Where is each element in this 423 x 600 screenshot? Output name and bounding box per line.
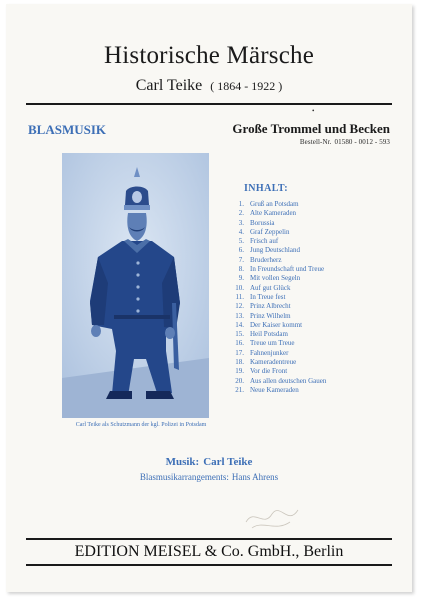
contents-item-title: Aus allen deutschen Gauen — [250, 376, 327, 385]
contents-item-title: Kameradentreue — [250, 358, 297, 367]
composer-dates: ( 1864 - 1922 ) — [210, 79, 283, 93]
contents-item-number: 18. — [235, 358, 244, 367]
bottom-divider-lower — [26, 564, 392, 566]
portrait-illustration — [62, 153, 209, 418]
contents-item — [226, 228, 326, 237]
contents-item-number: 12. — [235, 302, 244, 311]
music-label: Musik: — [165, 456, 200, 468]
composer-line — [6, 77, 412, 95]
contents-item — [226, 256, 326, 265]
contents-heading: INHALT: — [244, 183, 288, 194]
instrumentation-title: Große Trommel und Becken — [232, 121, 390, 136]
contents-item — [226, 274, 326, 283]
contents-item-title: Treue um Treue — [250, 339, 295, 348]
contents-item-number: 14. — [235, 320, 244, 329]
contents-item-title: In Treue fest — [250, 292, 286, 301]
contents-item-number: 7. — [238, 255, 244, 264]
contents-item — [226, 284, 326, 293]
portrait-photo — [62, 153, 209, 418]
contents-item — [226, 339, 326, 348]
contents-item — [226, 302, 326, 311]
contents-item-title: Prinz Wilhelm — [250, 311, 291, 320]
photo-caption: Carl Teike als Schutzmann der kgl. Polizei in Potsdam — [75, 422, 207, 428]
contents-item-title: Bruderherz — [250, 255, 282, 264]
genre-label: BLASMUSIK — [28, 122, 107, 137]
contents-item-title: Fahnenjunker — [250, 348, 289, 357]
contents-item-number: 9. — [238, 274, 244, 283]
contents-item-number: 17. — [235, 348, 244, 357]
contents-item-title: Mit vollen Segeln — [250, 274, 301, 283]
contents-item — [226, 321, 326, 330]
speck-mark: • — [312, 107, 315, 115]
contents-item-number: 4. — [238, 227, 244, 236]
contents-item-title: Graf Zeppelin — [250, 227, 290, 236]
bottom-divider-upper — [26, 538, 392, 540]
contents-item — [226, 330, 326, 339]
contents-item-number: 6. — [238, 246, 244, 255]
contents-item-number: 3. — [238, 218, 244, 227]
contents-item — [226, 349, 326, 358]
contents-item — [226, 358, 326, 367]
contents-item — [226, 219, 326, 228]
order-number-value: 01580 - 0012 - 593 — [334, 138, 390, 146]
arrangement-label: Blasmusikarrangements: — [139, 472, 229, 482]
contents-item-title: Borussia — [250, 218, 275, 227]
contents-item-number: 15. — [235, 330, 244, 339]
contents-item-number: 19. — [235, 367, 244, 376]
contents-item — [226, 367, 326, 376]
contents-item-title: Frisch auf — [250, 237, 279, 246]
sheet-music-cover — [6, 4, 412, 592]
arrangement-credit — [6, 472, 412, 482]
contents-item — [226, 200, 326, 209]
contents-item-number: 21. — [235, 385, 244, 394]
order-number-label: Bestell-Nr. — [299, 138, 332, 146]
contents-item-title: Neue Kameraden — [250, 385, 299, 394]
top-divider — [26, 103, 392, 105]
contents-item-title: Der Kaiser kommt — [250, 320, 303, 329]
music-credit — [6, 456, 412, 468]
contents-item — [226, 312, 326, 321]
contents-item-title: Heil Potsdam — [250, 330, 288, 339]
contents-item — [226, 246, 326, 255]
contents-item — [226, 237, 326, 246]
contents-item — [226, 209, 326, 218]
contents-item-title: Auf gut Glück — [250, 283, 291, 292]
music-composer: Carl Teike — [203, 456, 253, 468]
contents-item-number: 8. — [238, 265, 244, 274]
faint-stamp-mark — [242, 498, 312, 534]
contents-item-number: 20. — [235, 376, 244, 385]
contents-item-number: 13. — [235, 311, 244, 320]
contents-item-number: 1. — [238, 200, 244, 208]
contents-item-number: 2. — [238, 209, 244, 218]
page-title: Historische Märsche — [104, 42, 314, 69]
contents-item-number: 5. — [238, 237, 244, 246]
contents-item — [226, 386, 326, 395]
contents-item-number: 10. — [235, 283, 244, 292]
order-number — [300, 138, 390, 146]
contents-item-title: Gruß an Potsdam — [250, 200, 299, 208]
contents-item-title: Prinz Albrecht — [250, 302, 291, 311]
contents-item-number: 11. — [235, 292, 244, 301]
contents-item-title: Alte Kameraden — [250, 209, 297, 218]
arranger-name: Hans Ahrens — [231, 472, 279, 482]
contents-list — [226, 200, 326, 395]
contents-item-title: Vor die Front — [250, 367, 288, 376]
composer-name: Carl Teike — [135, 77, 203, 94]
contents-item-title: In Freundschaft und Treue — [250, 265, 325, 274]
contents-item-title: Jung Deutschland — [250, 246, 300, 255]
contents-item-number: 16. — [235, 339, 244, 348]
contents-item — [226, 293, 326, 302]
contents-item — [226, 377, 326, 386]
publisher-name: EDITION MEISEL & Co. GmbH., Berlin — [74, 543, 344, 560]
contents-item — [226, 265, 326, 274]
